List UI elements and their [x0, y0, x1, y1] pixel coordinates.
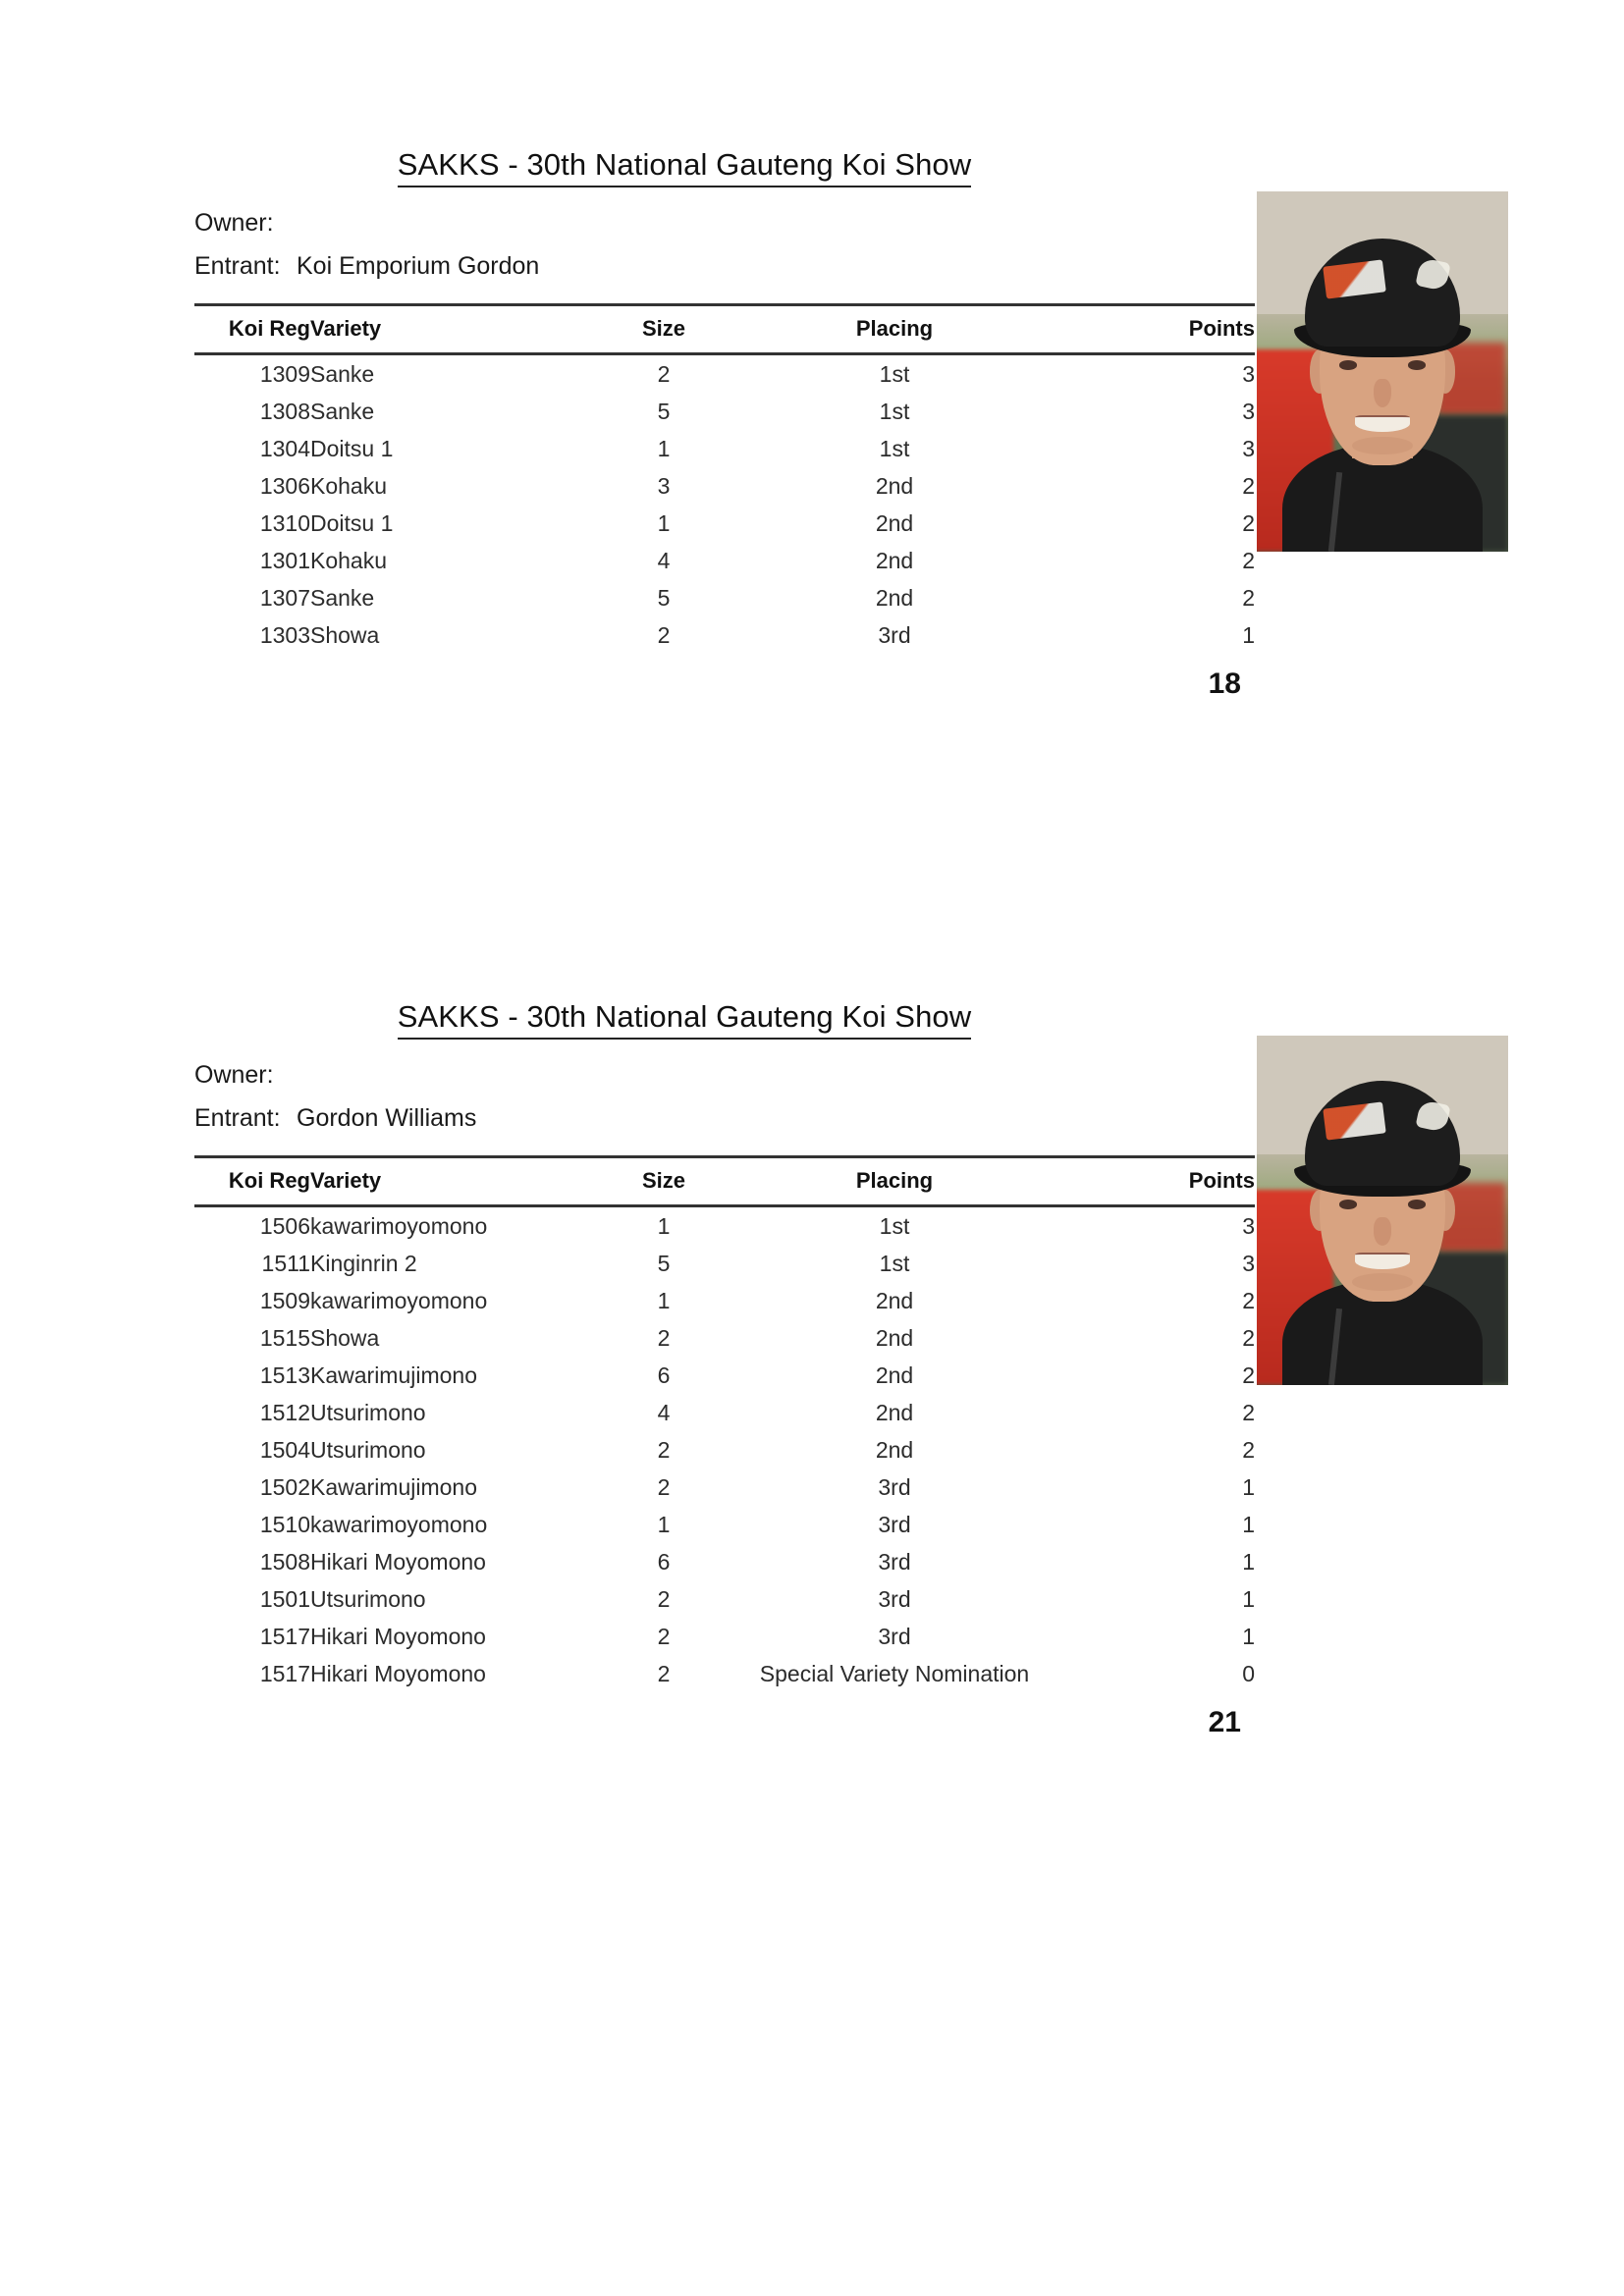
table-row	[194, 467, 1255, 505]
cell-koi-reg: 1306	[259, 473, 310, 499]
photo-mouth	[1355, 1253, 1410, 1269]
column-header-size: Size	[605, 305, 723, 354]
cell-placing: 2nd	[875, 1437, 914, 1463]
entrant-value: Koi Emporium Gordon	[297, 252, 540, 280]
column-header-variety: Variety	[310, 1157, 605, 1206]
cell-placing: 2nd	[875, 548, 914, 573]
cell-points: 1	[1242, 1624, 1255, 1649]
total-points-row-1	[194, 667, 1255, 701]
cell-koi-reg: 1511	[261, 1251, 310, 1276]
table-row	[194, 1543, 1255, 1580]
cell-variety: kawarimoyomono	[310, 1213, 488, 1239]
cell-koi-reg: 1513	[259, 1362, 310, 1388]
table-row	[194, 1431, 1255, 1468]
cell-points: 2	[1242, 1288, 1255, 1313]
cell-points: 1	[1242, 622, 1255, 648]
cell-koi-reg: 1517	[259, 1624, 310, 1649]
cell-placing: 1st	[879, 436, 910, 461]
cell-variety: Sanke	[310, 399, 375, 424]
cell-size: 5	[657, 399, 671, 424]
report-title-container	[0, 999, 1624, 1040]
cell-points: 1	[1242, 1474, 1255, 1500]
cell-placing: 2nd	[875, 585, 914, 611]
table-row	[194, 1468, 1255, 1506]
table-row	[194, 1282, 1255, 1319]
page-title: SAKKS - 30th National Gauteng Koi Show	[398, 999, 972, 1040]
cell-variety: Kawarimujimono	[310, 1474, 478, 1500]
cell-koi-reg: 1515	[259, 1325, 310, 1351]
cell-variety: Hikari Moyomono	[310, 1661, 486, 1686]
column-header-koi-reg: Koi Reg	[194, 305, 310, 354]
table-row	[194, 1394, 1255, 1431]
column-header-variety: Variety	[310, 305, 605, 354]
cell-variety: Doitsu 1	[310, 436, 394, 461]
cell-koi-reg: 1304	[259, 436, 310, 461]
cell-size: 1	[657, 510, 671, 536]
cell-points: 3	[1242, 1213, 1255, 1239]
table-row	[194, 1618, 1255, 1655]
cell-variety: Hikari Moyomono	[310, 1549, 486, 1575]
cell-placing: 2nd	[875, 1400, 914, 1425]
cell-size: 2	[657, 1586, 671, 1612]
table-row	[194, 542, 1255, 579]
cell-koi-reg: 1301	[259, 548, 310, 573]
cell-points: 1	[1242, 1586, 1255, 1612]
cell-placing: 2nd	[875, 510, 914, 536]
cell-placing: 3rd	[878, 1586, 911, 1612]
results-table	[194, 303, 1255, 654]
cell-points: 2	[1242, 585, 1255, 611]
cell-koi-reg: 1310	[259, 510, 310, 536]
cell-koi-reg: 1308	[259, 399, 310, 424]
cell-points: 2	[1242, 1400, 1255, 1425]
table-row	[194, 1357, 1255, 1394]
cell-variety: Showa	[310, 1325, 380, 1351]
cell-size: 1	[657, 1213, 671, 1239]
photo-eye-right	[1408, 360, 1426, 370]
column-header-placing: Placing	[723, 305, 1066, 354]
cell-placing: 3rd	[878, 1624, 911, 1649]
cell-points: 3	[1242, 1251, 1255, 1276]
table-row	[194, 393, 1255, 430]
cell-placing: 1st	[879, 361, 910, 387]
cell-size: 2	[657, 1661, 671, 1686]
cell-placing: 3rd	[878, 1549, 911, 1575]
cell-variety: Kohaku	[310, 473, 388, 499]
cell-placing: 1st	[879, 1251, 910, 1276]
cell-variety: Kawarimujimono	[310, 1362, 478, 1388]
photo-nose	[1374, 379, 1391, 407]
cell-variety: Doitsu 1	[310, 510, 394, 536]
table-header-row	[194, 1157, 1255, 1206]
cell-variety: Utsurimono	[310, 1437, 426, 1463]
owner-label: Owner:	[194, 209, 274, 237]
photo-mouth	[1355, 415, 1410, 432]
cell-size: 5	[657, 1251, 671, 1276]
cell-size: 4	[657, 548, 671, 573]
photo-eye-right	[1408, 1200, 1426, 1208]
cell-points: 2	[1242, 1325, 1255, 1351]
cell-placing: 3rd	[878, 1474, 911, 1500]
cell-variety: kawarimoyomono	[310, 1288, 488, 1313]
cell-size: 4	[657, 1400, 671, 1425]
table-row	[194, 579, 1255, 616]
cell-variety: Utsurimono	[310, 1586, 426, 1612]
cell-size: 2	[657, 1437, 671, 1463]
column-header-koi-reg: Koi Reg	[194, 1157, 310, 1206]
cell-points: 1	[1242, 1512, 1255, 1537]
entrant-photo-1	[1257, 191, 1508, 552]
results-table	[194, 1155, 1255, 1692]
owner-label: Owner:	[194, 1061, 274, 1089]
cell-koi-reg: 1502	[259, 1474, 310, 1500]
table-row	[194, 1655, 1255, 1692]
cell-koi-reg: 1303	[259, 622, 310, 648]
cell-size: 2	[657, 1474, 671, 1500]
cell-variety: kawarimoyomono	[310, 1512, 488, 1537]
results-table-body	[194, 1206, 1255, 1693]
cell-variety: Utsurimono	[310, 1400, 426, 1425]
cell-size: 6	[657, 1362, 671, 1388]
page-title: SAKKS - 30th National Gauteng Koi Show	[398, 147, 972, 187]
entrant-label: Entrant:	[194, 1104, 281, 1132]
cell-size: 2	[657, 361, 671, 387]
report-title-container	[0, 147, 1624, 187]
entrant-value: Gordon Williams	[297, 1104, 477, 1132]
table-row	[194, 430, 1255, 467]
cell-points: 2	[1242, 548, 1255, 573]
table-row	[194, 1319, 1255, 1357]
cell-koi-reg: 1508	[259, 1549, 310, 1575]
cell-koi-reg: 1509	[259, 1288, 310, 1313]
photo-chin	[1352, 437, 1412, 454]
column-header-points: Points	[1066, 1157, 1255, 1206]
table-header-row	[194, 305, 1255, 354]
cell-placing: 2nd	[875, 1325, 914, 1351]
cell-points: 3	[1242, 399, 1255, 424]
cell-points: 2	[1242, 510, 1255, 536]
table-row	[194, 354, 1255, 394]
cell-koi-reg: 1501	[259, 1586, 310, 1612]
photo-nose	[1374, 1217, 1391, 1245]
cell-placing: 2nd	[875, 1288, 914, 1313]
cell-placing: 3rd	[878, 622, 911, 648]
results-table-container-2	[0, 1155, 1255, 1692]
total-points-row-2	[194, 1706, 1255, 1739]
cell-size: 5	[657, 585, 671, 611]
cell-size: 6	[657, 1549, 671, 1575]
cell-koi-reg: 1510	[259, 1512, 310, 1537]
cell-variety: Kinginrin 2	[310, 1251, 417, 1276]
cell-points: 2	[1242, 1437, 1255, 1463]
photo-eye-left	[1339, 1200, 1357, 1208]
cell-variety: Sanke	[310, 585, 375, 611]
cell-variety: Showa	[310, 622, 380, 648]
cell-size: 2	[657, 1624, 671, 1649]
cell-koi-reg: 1309	[259, 361, 310, 387]
cell-variety: Sanke	[310, 361, 375, 387]
table-row	[194, 505, 1255, 542]
column-header-size: Size	[605, 1157, 723, 1206]
table-row	[194, 1506, 1255, 1543]
cell-variety: Hikari Moyomono	[310, 1624, 486, 1649]
cell-size: 1	[657, 436, 671, 461]
cell-size: 2	[657, 1325, 671, 1351]
cell-placing: 2nd	[875, 1362, 914, 1388]
cell-koi-reg: 1506	[259, 1213, 310, 1239]
column-header-points: Points	[1066, 305, 1255, 354]
cell-size: 3	[657, 473, 671, 499]
cell-placing: 1st	[879, 399, 910, 424]
photo-chin	[1352, 1273, 1412, 1291]
cell-points: 0	[1242, 1661, 1255, 1686]
results-table-container-1	[0, 303, 1255, 654]
cell-placing: Special Variety Nomination	[759, 1661, 1030, 1686]
table-row	[194, 1245, 1255, 1282]
total-points-value: 21	[1208, 1706, 1241, 1738]
cell-placing: 3rd	[878, 1512, 911, 1537]
table-row	[194, 1206, 1255, 1246]
cell-points: 2	[1242, 473, 1255, 499]
cell-points: 3	[1242, 436, 1255, 461]
cell-placing: 1st	[879, 1213, 910, 1239]
column-header-placing: Placing	[723, 1157, 1066, 1206]
cell-variety: Kohaku	[310, 548, 388, 573]
cell-placing: 2nd	[875, 473, 914, 499]
cell-size: 1	[657, 1512, 671, 1537]
cell-koi-reg: 1307	[259, 585, 310, 611]
entrant-photo-2	[1257, 1036, 1508, 1385]
cell-koi-reg: 1517	[259, 1661, 310, 1686]
cell-size: 2	[657, 622, 671, 648]
table-row	[194, 616, 1255, 654]
cell-koi-reg: 1512	[259, 1400, 310, 1425]
results-table-body	[194, 354, 1255, 655]
entrant-label: Entrant:	[194, 252, 281, 280]
cell-size: 1	[657, 1288, 671, 1313]
cell-koi-reg: 1504	[259, 1437, 310, 1463]
cell-points: 2	[1242, 1362, 1255, 1388]
cell-points: 3	[1242, 361, 1255, 387]
total-points-value: 18	[1208, 667, 1241, 700]
table-row	[194, 1580, 1255, 1618]
cell-points: 1	[1242, 1549, 1255, 1575]
